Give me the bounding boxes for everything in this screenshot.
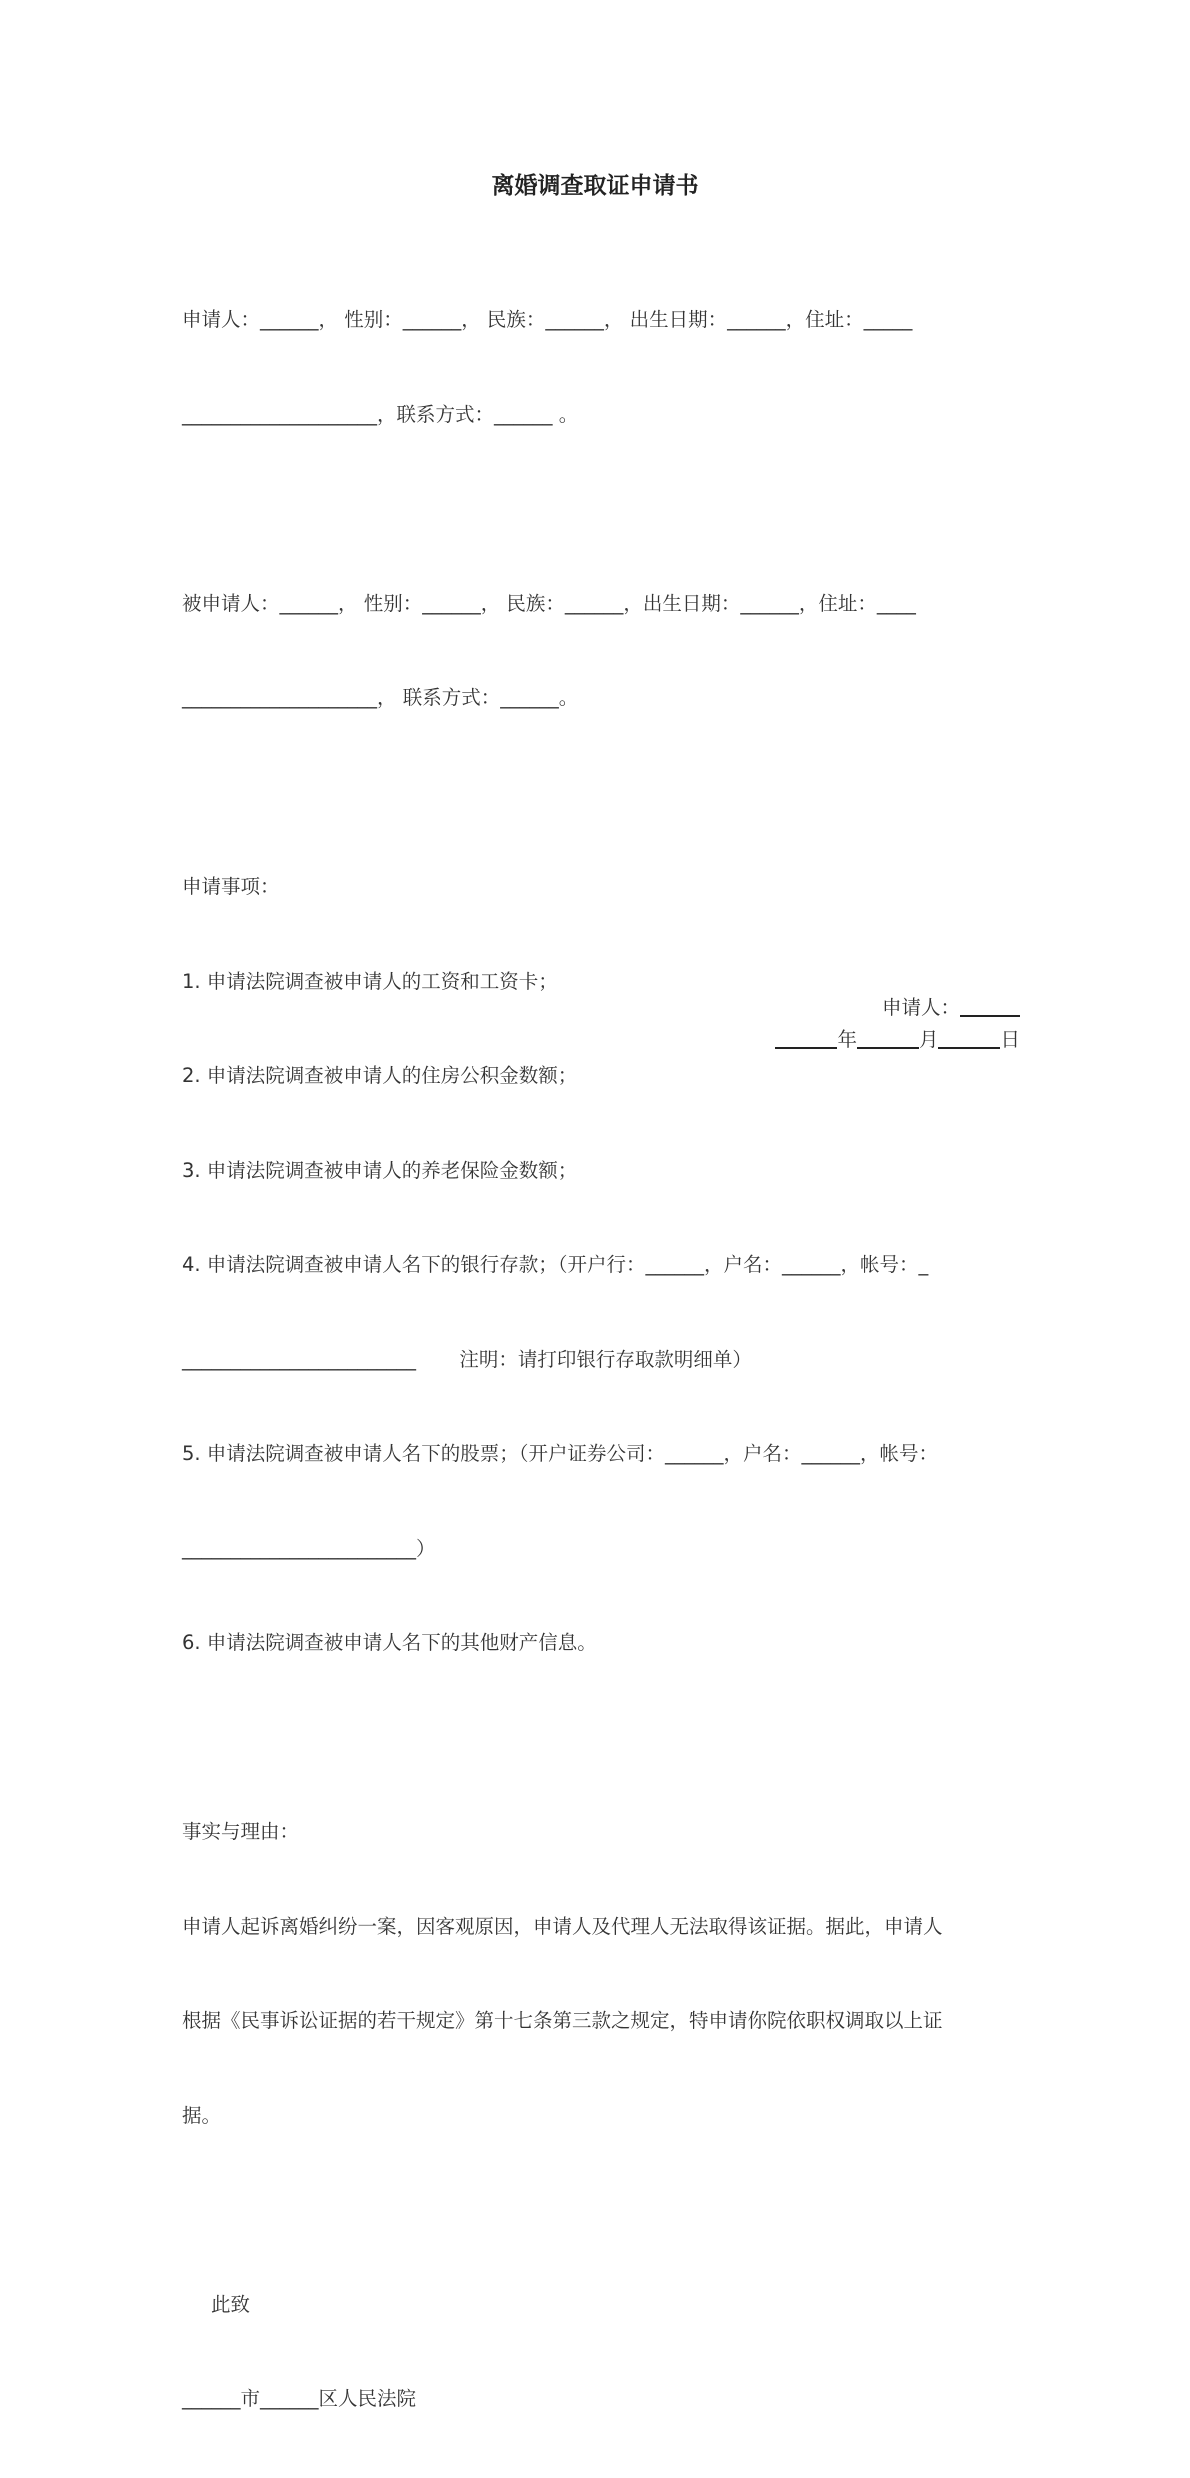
request-item-5: 5. 申请法院调查被申请人名下的股票；（开户证券公司：______，户名：______，帐号： [182, 1442, 939, 1465]
facts-line-2: 根据《民事诉讼证据的若干规定》第十七条第三款之规定，特申请你院依职权调取以上证 [182, 2009, 943, 2032]
date-month-label: 月 [918, 1028, 939, 1051]
request-item-5-continued: ________________________） [182, 1536, 436, 1560]
date-year-label: 年 [837, 1028, 857, 1051]
date-month-blank [857, 1025, 919, 1049]
signature-block [620, 992, 1020, 1056]
spacer [182, 2194, 1022, 2226]
closing-court: ______市______区人民法院 [182, 2387, 417, 2410]
facts-line-1: 申请人起诉离婚纠纷一案，因客观原因，申请人及代理人无法取得该证据。据此，申请人 [182, 1914, 943, 1938]
signature-applicant-blank [960, 993, 1020, 1017]
respondent-line-1: 被申请人：______， 性别：______， 民族：______，出生日期：______，住址：____ [182, 591, 916, 615]
applicant-line-2: ____________________，联系方式：______ 。 [182, 402, 579, 426]
closing-salutation: 此致 [211, 2292, 251, 2316]
signature-applicant-line [620, 992, 1020, 1024]
request-item-6: 6. 申请法院调查被申请人名下的其他财产信息。 [182, 1631, 597, 1654]
signature-date-line [620, 1024, 1020, 1056]
requests-heading: 申请事项： [182, 875, 280, 898]
request-item-3: 3. 申请法院调查被申请人的养老保险金数额； [182, 1158, 578, 1182]
respondent-line-2: ____________________， 联系方式：______。 [182, 686, 579, 709]
document-body [182, 241, 1022, 2478]
applicant-line-1: 申请人：______， 性别：______， 民族：______， 出生日期：______，住址：_____ [182, 308, 913, 331]
date-year-blank [775, 1025, 837, 1049]
date-day-blank [938, 1025, 1000, 1049]
spacer [182, 777, 1022, 809]
request-item-4: 4. 申请法院调查被申请人名下的银行存款；（开户行：______，户名：______，帐号：_ [182, 1253, 929, 1276]
facts-line-3: 据。 [182, 2103, 222, 2127]
request-item-2: 2. 申请法院调查被申请人的住房公积金数额； [182, 1064, 578, 1087]
document-title: 离婚调查取证申请书 [491, 173, 699, 199]
request-item-1: 1. 申请法院调查被申请人的工资和工资卡； [182, 969, 558, 993]
signature-applicant-label: 申请人： [881, 996, 960, 1019]
request-item-4-continued: ________________________ 注明：请打印银行存取款明细单） [182, 1347, 752, 1371]
spacer [182, 493, 1022, 525]
date-day-label: 日 [1000, 1028, 1020, 1051]
facts-heading: 事实与理由： [182, 1820, 300, 1843]
spacer [182, 1722, 1022, 1754]
